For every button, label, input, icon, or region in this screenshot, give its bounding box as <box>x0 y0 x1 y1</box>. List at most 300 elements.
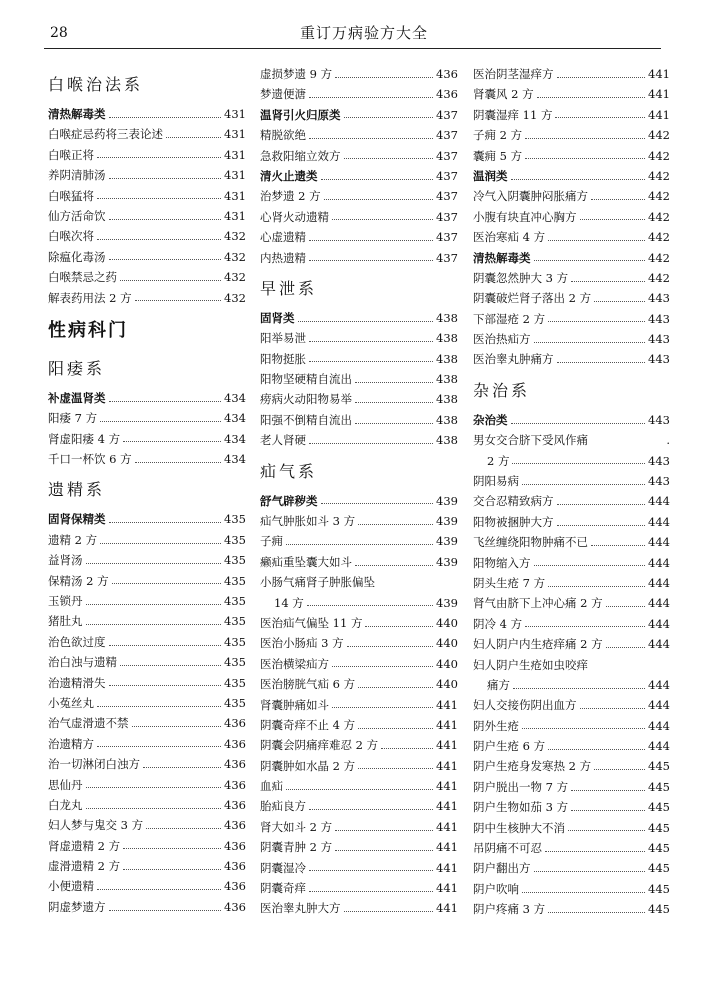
page-ref: 435 <box>224 614 246 629</box>
entry-title: 阴外生疮 <box>473 718 519 733</box>
dot-leader <box>534 565 646 566</box>
entry-title: 妇人阴户内生疮痒痛 2 方 <box>473 637 603 652</box>
page-ref: 436 <box>224 899 246 914</box>
dot-leader <box>591 545 645 546</box>
dot-leader <box>307 605 433 606</box>
dot-leader <box>309 341 433 342</box>
page-ref: 441 <box>436 860 458 875</box>
entry-title: 妇人梦与鬼交 3 方 <box>48 818 144 833</box>
toc-entry <box>48 815 246 835</box>
dot-leader <box>309 361 433 362</box>
entry-title: 心肾火动遗精 <box>260 209 329 224</box>
dot-leader <box>580 219 646 220</box>
toc-entry <box>48 795 246 815</box>
page-ref: 438 <box>436 331 458 346</box>
page-ref: 444 <box>648 535 670 550</box>
entry-title: 白喉猛将 <box>48 188 94 203</box>
entry-title: 除瘟化毒汤 <box>48 249 106 264</box>
dot-leader <box>525 626 645 627</box>
dot-leader <box>537 97 645 98</box>
toc-entry <box>473 64 670 84</box>
dot-leader <box>355 565 433 566</box>
page-ref: 441 <box>436 717 458 732</box>
toc-entry <box>473 553 670 573</box>
dot-leader <box>344 117 434 118</box>
page-ref: 439 <box>436 595 458 610</box>
toc-entry <box>473 777 670 797</box>
toc-entry <box>48 449 246 469</box>
entry-title: 急救阳缩立效方 <box>260 148 341 163</box>
category-entry <box>260 491 458 511</box>
entry-title: 阳物挺胀 <box>260 351 306 366</box>
dot-leader <box>324 199 433 200</box>
toc-entry <box>473 186 670 206</box>
entry-title: 痨病火动阳物易举 <box>260 392 352 407</box>
entry-title: 解表药用法 2 方 <box>48 290 132 305</box>
toc-entry <box>48 856 246 876</box>
toc-entry <box>260 248 458 268</box>
dot-leader <box>97 706 221 707</box>
dot-leader <box>321 179 434 180</box>
page-ref: 432 <box>224 249 246 264</box>
entry-title: 肾气由脐下上冲心痛 2 方 <box>473 596 603 611</box>
toc-entry <box>48 267 246 287</box>
dot-leader <box>335 830 433 831</box>
page-ref: 435 <box>224 553 246 568</box>
entry-title: 精脱欲绝 <box>260 128 306 143</box>
entry-title: 补虚温肾类 <box>48 390 106 405</box>
entry-title: 小菟丝丸 <box>48 695 94 710</box>
page-ref: 441 <box>436 738 458 753</box>
entry-title: 肾大如斗 2 方 <box>260 819 333 834</box>
toc-entry <box>473 329 670 349</box>
entry-title: 冷气入阴囊肿闷胀痛方 <box>473 189 588 204</box>
page-ref: 441 <box>436 840 458 855</box>
entry-title: 医治热疝方 <box>473 332 531 347</box>
entry-title: 医治睾丸肿大方 <box>260 901 341 916</box>
entry-title: 医治膀胱气疝 6 方 <box>260 677 356 692</box>
page-ref: 438 <box>436 351 458 366</box>
dot-leader <box>123 848 221 849</box>
page-ref: 435 <box>224 512 246 527</box>
entry-title: 肾囊风 2 方 <box>473 87 534 102</box>
dot-leader <box>309 891 433 892</box>
dot-leader <box>512 463 645 464</box>
page-ref: 440 <box>436 656 458 671</box>
page-ref: 435 <box>224 573 246 588</box>
dot-leader <box>109 259 222 260</box>
dot-leader <box>525 138 645 139</box>
dot-leader <box>109 522 222 523</box>
entry-title: 治气虚滑遗不禁 <box>48 716 129 731</box>
header-rule <box>44 48 661 49</box>
section-heading: 杂治系 <box>473 380 531 400</box>
dot-leader <box>335 77 433 78</box>
dot-leader <box>534 260 646 261</box>
toc-entry <box>473 634 670 654</box>
entry-title: 阴头生疮 7 方 <box>473 575 546 590</box>
toc-entry <box>473 593 670 613</box>
entry-title: 治一切淋闭白浊方 <box>48 757 140 772</box>
entry-title: 温肾引火归原类 <box>260 107 341 122</box>
page-ref: 439 <box>436 554 458 569</box>
entry-title: 保精汤 2 方 <box>48 573 109 588</box>
toc-entry <box>260 572 458 592</box>
page-ref: 434 <box>224 411 246 426</box>
dot-leader <box>86 787 222 788</box>
entry-title: 心虚遗精 <box>260 230 306 245</box>
entry-title: 杂治类 <box>473 412 508 427</box>
entry-title: 飞丝缠绕阳物肿痛不已 <box>473 535 588 550</box>
dot-leader <box>109 178 222 179</box>
page-ref: 434 <box>224 390 246 405</box>
dot-leader <box>309 97 433 98</box>
page-ref: 443 <box>648 412 670 427</box>
entry-title: 白喉正将 <box>48 147 94 162</box>
toc-entry <box>473 899 670 919</box>
entry-title: 肾虚阳痿 4 方 <box>48 431 121 446</box>
dot-leader <box>109 645 222 646</box>
section-heading: 疝气系 <box>260 461 318 481</box>
entry-title: 阴户生疮身发寒热 2 方 <box>473 759 592 774</box>
dot-leader <box>557 77 646 78</box>
dot-leader <box>309 260 433 261</box>
page-number: 28 <box>50 25 68 41</box>
entry-title: 男女交合脐下受风作痛 <box>473 433 588 448</box>
toc-entry <box>473 695 670 715</box>
toc-entry <box>48 408 246 428</box>
page-ref: 442 <box>648 168 670 183</box>
page-ref: 436 <box>224 818 246 833</box>
dot-leader <box>568 830 645 831</box>
toc-entry <box>48 713 246 733</box>
toc-entry <box>260 898 458 918</box>
dot-leader <box>355 382 433 383</box>
page-ref: 442 <box>648 209 670 224</box>
page-ref: 445 <box>648 881 670 896</box>
entry-title: 治遗精方 <box>48 736 94 751</box>
dot-leader <box>309 809 433 810</box>
toc-entry <box>473 838 670 858</box>
toc-entry <box>473 471 670 491</box>
entry-title: 小肠气痛肾子肿胀偏坠 <box>260 575 375 590</box>
dot-leader <box>355 423 433 424</box>
entry-title: 囊痈 5 方 <box>473 148 523 163</box>
page-ref: 442 <box>648 250 670 265</box>
dot-leader <box>594 769 645 770</box>
dot-leader <box>571 281 645 282</box>
dot-leader <box>298 321 434 322</box>
dot-leader <box>534 342 646 343</box>
dot-leader <box>548 912 645 913</box>
toc-entry <box>260 633 458 653</box>
page-ref: 441 <box>436 758 458 773</box>
dot-leader <box>513 688 645 689</box>
dot-leader <box>109 910 222 911</box>
page-ref: 437 <box>436 107 458 122</box>
category-entry <box>473 248 670 268</box>
entry-title: 治遗精滑失 <box>48 675 106 690</box>
dot-leader <box>86 604 222 605</box>
dot-leader <box>381 748 433 749</box>
section-heading: 阳痿系 <box>48 358 106 378</box>
toc-entry <box>260 369 458 389</box>
entry-title: 阴囊忽然肿大 3 方 <box>473 270 569 285</box>
toc-entry <box>473 818 670 838</box>
entry-title: 妇人交接伤阴出血方 <box>473 698 577 713</box>
toc-entry <box>260 146 458 166</box>
toc-entry <box>260 858 458 878</box>
dot-leader <box>100 543 221 544</box>
toc-entry <box>48 186 246 206</box>
toc-entry <box>48 591 246 611</box>
toc-entry <box>473 207 670 227</box>
page-ref: 443 <box>648 352 670 367</box>
entry-title: 阴囊奇痒 <box>260 881 306 896</box>
dot-leader <box>143 767 221 768</box>
entry-title: 阴中生核肿大不消 <box>473 820 565 835</box>
toc-entry <box>473 227 670 247</box>
entry-title: 治白浊与遗精 <box>48 655 117 670</box>
page-ref: 438 <box>436 310 458 325</box>
toc-entry <box>260 349 458 369</box>
page-ref: 441 <box>436 881 458 896</box>
toc-entry <box>473 736 670 756</box>
toc-entry <box>260 84 458 104</box>
page-header <box>0 0 701 46</box>
category-entry <box>260 166 458 186</box>
dot-leader <box>555 117 645 118</box>
dot-leader <box>335 850 433 851</box>
dot-leader <box>522 484 645 485</box>
toc-entry <box>48 836 246 856</box>
dot-leader <box>606 647 645 648</box>
toc-entry <box>473 797 670 817</box>
dot-leader <box>571 790 645 791</box>
dot-leader <box>511 179 646 180</box>
page-ref: 436 <box>224 879 246 894</box>
toc-entry <box>473 105 670 125</box>
page-ref: 441 <box>648 87 670 102</box>
page-ref: 444 <box>648 677 670 692</box>
page-ref: 436 <box>224 716 246 731</box>
page-ref: 437 <box>436 128 458 143</box>
dot-leader <box>548 240 645 241</box>
page-ref: 438 <box>436 392 458 407</box>
dot-leader <box>365 626 433 627</box>
page-ref: 444 <box>648 698 670 713</box>
dot-leader <box>109 219 222 220</box>
dot-leader <box>332 707 433 708</box>
toc-entry <box>260 715 458 735</box>
toc-entry <box>473 146 670 166</box>
page-ref: 443 <box>648 291 670 306</box>
dot-leader <box>525 158 645 159</box>
entry-title: 白喉禁忌之药 <box>48 270 117 285</box>
toc-entry <box>48 124 246 144</box>
page-ref: 442 <box>648 230 670 245</box>
dot-leader <box>123 441 221 442</box>
toc-entry <box>473 716 670 736</box>
entry-title: 子痈 2 方 <box>473 128 523 143</box>
page-ref: 441 <box>436 779 458 794</box>
entry-title: 14 方 <box>274 595 304 610</box>
dot-leader <box>97 746 221 747</box>
toc-entry <box>473 430 670 450</box>
toc-entry <box>48 145 246 165</box>
entry-title: 玉锁丹 <box>48 594 83 609</box>
dot-leader <box>557 362 646 363</box>
toc-column-1 <box>48 64 246 917</box>
entry-title: 清火止遗类 <box>260 168 318 183</box>
toc-entry <box>473 309 670 329</box>
entry-title: 肾囊肿痛如斗 <box>260 697 329 712</box>
toc-entry <box>48 288 246 308</box>
book-title: 重订万病验方大全 <box>300 24 429 42</box>
page-ref: 431 <box>224 208 246 223</box>
toc-entry <box>473 879 670 899</box>
toc-entry <box>48 165 246 185</box>
page-ref: 440 <box>436 615 458 630</box>
page-ref: 434 <box>224 452 246 467</box>
toc-column-3 <box>473 64 670 920</box>
entry-title: 温润类 <box>473 168 508 183</box>
dot-leader <box>123 869 221 870</box>
page-ref: 445 <box>648 861 670 876</box>
toc-entry <box>473 125 670 145</box>
toc-entry <box>48 206 246 226</box>
toc-entry <box>48 897 246 917</box>
toc-entry <box>48 632 246 652</box>
page-ref: 431 <box>224 188 246 203</box>
toc-entry <box>260 837 458 857</box>
toc-entry <box>473 451 670 471</box>
page-ref: 439 <box>436 534 458 549</box>
page-ref: 437 <box>436 189 458 204</box>
dot-leader <box>332 666 433 667</box>
page-ref: 443 <box>648 474 670 489</box>
entry-title: 阳痿 7 方 <box>48 411 98 426</box>
entry-title: 清热解毒类 <box>473 250 531 265</box>
page-ref: 438 <box>436 412 458 427</box>
toc-entry <box>473 349 670 369</box>
dot-leader <box>591 199 645 200</box>
toc-entry <box>48 652 246 672</box>
page-ref: 437 <box>436 148 458 163</box>
page-ref: 445 <box>648 841 670 856</box>
dot-leader <box>534 871 646 872</box>
toc-entry <box>260 207 458 227</box>
toc-entry <box>260 552 458 572</box>
toc-entry <box>260 125 458 145</box>
entry-title: 交合忍精致病方 <box>473 494 554 509</box>
page-ref: . <box>666 433 670 448</box>
dot-leader <box>309 443 433 444</box>
entry-title: 内热遗精 <box>260 250 306 265</box>
entry-title: 小腹有块直冲心胸方 <box>473 209 577 224</box>
page-ref: 435 <box>224 695 246 710</box>
section-heading: 白喉治法系 <box>48 75 144 94</box>
page-ref: 445 <box>648 779 670 794</box>
dot-leader <box>309 870 433 871</box>
page-ref: 438 <box>436 372 458 387</box>
category-entry <box>260 105 458 125</box>
entry-title: 白喉次将 <box>48 229 94 244</box>
entry-title: 阴囊肿如水晶 2 方 <box>260 758 356 773</box>
dot-leader <box>522 892 645 893</box>
entry-title: 阴阳易病 <box>473 474 519 489</box>
page-ref: 442 <box>648 148 670 163</box>
toc-entry <box>260 531 458 551</box>
entry-title: 阴户翻出方 <box>473 861 531 876</box>
page-ref: 436 <box>224 777 246 792</box>
toc-entry <box>48 877 246 897</box>
toc-entry <box>260 776 458 796</box>
page-ref: 439 <box>436 514 458 529</box>
entry-title: 阴户脱出一物 7 方 <box>473 779 569 794</box>
page-ref: 444 <box>648 596 670 611</box>
entry-title: 遗精 2 方 <box>48 532 98 547</box>
dot-leader <box>286 789 433 790</box>
entry-title: 胎疝良方 <box>260 799 306 814</box>
toc-entry <box>473 268 670 288</box>
category-entry <box>48 509 246 529</box>
entry-title: 医治横梁疝方 <box>260 656 329 671</box>
dot-leader <box>545 851 645 852</box>
entry-title: 医治寒疝 4 方 <box>473 230 546 245</box>
toc-entry <box>473 532 670 552</box>
page-ref: 438 <box>436 433 458 448</box>
page-ref: 435 <box>224 634 246 649</box>
page-ref: 442 <box>648 189 670 204</box>
entry-title: 千口一杯饮 6 方 <box>48 452 132 467</box>
dot-leader <box>120 665 221 666</box>
page-ref: 432 <box>224 270 246 285</box>
entry-title: 阳举易泄 <box>260 331 306 346</box>
entry-title: 虚滑遗精 2 方 <box>48 859 121 874</box>
dot-leader <box>557 525 646 526</box>
dot-leader <box>97 239 221 240</box>
page-ref: 432 <box>224 229 246 244</box>
entry-title: 阴囊会阴痛痒难忍 2 方 <box>260 738 379 753</box>
dot-leader <box>548 749 645 750</box>
dot-leader <box>347 646 433 647</box>
page-ref: 435 <box>224 594 246 609</box>
page-ref: 435 <box>224 532 246 547</box>
page-ref: 441 <box>436 901 458 916</box>
dot-leader <box>309 138 433 139</box>
toc-entry <box>473 491 670 511</box>
entry-title: 痛方 <box>487 677 510 692</box>
entry-title: 思仙丹 <box>48 777 83 792</box>
dot-leader <box>580 708 646 709</box>
toc-entry <box>48 550 246 570</box>
toc-entry <box>260 430 458 450</box>
dot-leader <box>97 157 221 158</box>
toc-entry <box>260 227 458 247</box>
entry-title: 阳物被捆肿大方 <box>473 514 554 529</box>
dot-leader <box>557 504 646 505</box>
page-ref: 437 <box>436 250 458 265</box>
toc-entry <box>260 797 458 817</box>
dot-leader <box>606 606 645 607</box>
page-ref: 436 <box>224 859 246 874</box>
page-ref: 441 <box>648 107 670 122</box>
toc-entry <box>48 693 246 713</box>
dot-leader <box>321 503 434 504</box>
page-ref: 444 <box>648 555 670 570</box>
entry-title: 阳强不倒精自流出 <box>260 412 352 427</box>
